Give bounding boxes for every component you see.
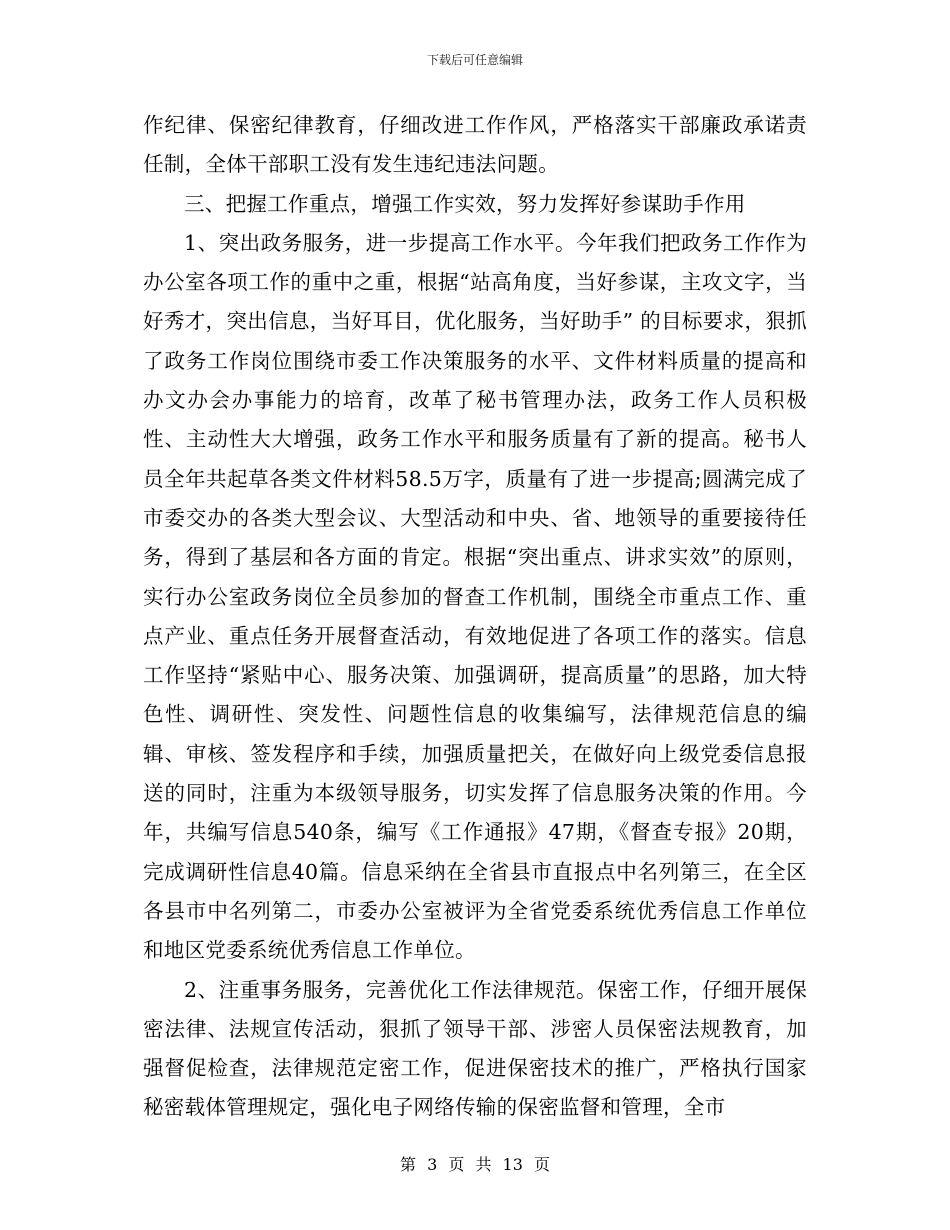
paragraph-4: 2、注重事务服务，完善优化工作法律规范。保密工作，仔细开展保密法律、法规宣传活动，狠抓了领导干部、涉密人员保密法规教育，加强督促检查，法律规范定密工作，促进保密技术的推广，严格执行国家秘密载体管理规定，强化电子网络传输的保密监督和管理，全市 (143, 977, 807, 1120)
page-header-note: 下载后可任意编辑 (426, 53, 523, 67)
document-body (143, 106, 807, 1128)
paragraph-3: 1、突出政务服务，进一步提高工作水平。今年我们把政务工作作为办公室各项工作的重中之重，根据“站高角度，当好参谋，主攻文字，当好秀才，突出信息，当好耳目，优化服务，当好助手” 的目标要求，狠抓了政务工作岗位围绕市委工作决策服务的水平、文件材料质量的提高和办文办会办事能力的培育，改革了秘书管理办法，政务工作人员积极性、主动性大大增强，政务工作水平和服务质量有了新的提高。秘书人员全年共起草各类文件材料58.5万字，质量有了进一步提高;圆满完成了市委交办的各类大型会议、大型活动和中央、省、地领导的重要接待任务，得到了基层和各方面的肯定。根据“突出重点、讲求实效”的原则，实行办公室政务岗位全员参加的督查工作机制，围绕全市重点工作、重点产业、重点任务开展督查活动，有效地促进了各项工作的落实。信息工作坚持“紧贴中心、服务决策、加强调研，提高质量”的思路，加大特色性、调研性、突发性、问题性信息的收集编写，法律规范信息的编辑、审核、签发程序和手续，加强质量把关，在做好向上级党委信息报送的同时，注重为本级领导服务，切实发挥了信息服务决策的作用。今年，共编写信息540条，编写《工作通报》47期，《督查专报》20期，完成调研性信息40篇。信息采纳在全省县市直报点中名列第三，在全区各县市中名列第二，市委办公室被评为全省党委系统优秀信息工作单位和地区党委系统优秀信息工作单位。 (143, 230, 807, 963)
paragraph-2: 三、把握工作重点，增强工作实效，努力发挥好参谋助手作用 (184, 191, 746, 216)
page-number-footer: 第 3 页 共 13 页 (400, 1155, 550, 1174)
paragraph-1: 作纪律、保密纪律教育，仔细改进工作作风，严格落实干部廉政承诺责任制，全体干部职工没有发生违纪违法问题。 (143, 113, 807, 177)
